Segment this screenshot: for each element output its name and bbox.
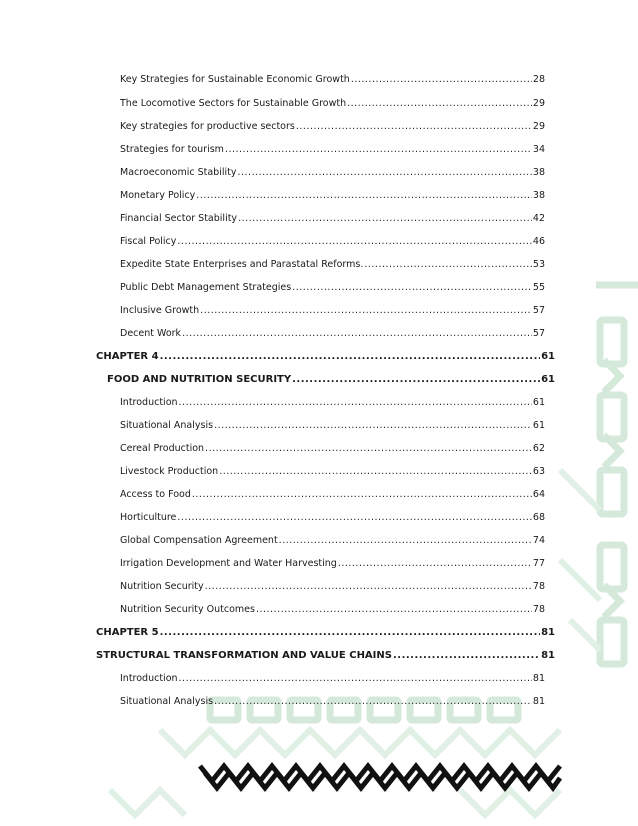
toc-entry-page: 74	[532, 535, 545, 546]
toc-entry-title: Situational Analysis	[120, 696, 214, 707]
dot-leader	[292, 374, 540, 385]
dot-leader	[225, 144, 532, 155]
toc-entry[interactable]	[120, 581, 545, 592]
toc-entry[interactable]	[120, 121, 545, 132]
dot-leader	[347, 98, 532, 109]
toc-entry-title: Inclusive Growth	[120, 305, 200, 316]
toc-entry-title: Situational Analysis	[120, 420, 214, 431]
dot-leader	[179, 397, 532, 408]
dot-leader	[179, 673, 532, 684]
toc-entry[interactable]	[120, 328, 545, 339]
toc-entry[interactable]	[120, 305, 545, 316]
toc-entry[interactable]	[120, 535, 545, 546]
dot-leader	[279, 535, 532, 546]
dot-leader	[393, 650, 540, 661]
toc-entry-title: Financial Sector Stability	[120, 213, 238, 224]
toc-entry[interactable]	[120, 213, 545, 224]
dot-leader	[219, 466, 532, 477]
toc-entry-page: 46	[532, 236, 545, 247]
toc-entry-page: 61	[532, 397, 545, 408]
toc-entry-title: CHAPTER 4	[96, 351, 159, 362]
dot-leader	[160, 351, 541, 362]
toc-entry-title: CHAPTER 5	[96, 627, 159, 638]
toc-entry-title: STRUCTURAL TRANSFORMATION AND VALUE CHAINS	[96, 650, 392, 661]
dot-leader	[177, 236, 532, 247]
toc-entry-title: Livestock Production	[120, 466, 219, 477]
toc-entry[interactable]	[120, 512, 545, 523]
dot-leader	[364, 259, 532, 270]
toc-entry-title: Key Strategies for Sustainable Economic Growth	[120, 74, 350, 85]
toc-entry[interactable]	[120, 443, 545, 454]
dot-leader	[214, 420, 532, 431]
dot-leader	[256, 604, 532, 615]
toc-entry-page: 57	[532, 305, 545, 316]
toc-entry[interactable]	[120, 558, 545, 569]
dot-leader	[296, 121, 532, 132]
toc-entry-title: Monetary Policy	[120, 190, 196, 201]
dot-leader	[205, 581, 532, 592]
dot-leader	[351, 74, 532, 85]
dot-leader	[177, 512, 532, 523]
dot-leader	[237, 167, 531, 178]
toc-entry[interactable]	[120, 282, 545, 293]
toc-entry-title: Strategies for tourism	[120, 144, 224, 155]
toc-entry-page: 38	[532, 190, 545, 201]
toc-entry-page: 78	[532, 581, 545, 592]
toc-entry[interactable]	[120, 397, 545, 408]
toc-entry-title: Introduction	[120, 397, 178, 408]
toc-entry-page: 38	[532, 167, 545, 178]
toc-entry-page: 62	[532, 443, 545, 454]
toc-entry[interactable]	[120, 190, 545, 201]
toc-entry-page: 28	[532, 74, 545, 85]
toc-entry-title: Nutrition Security Outcomes	[120, 604, 255, 615]
dot-leader	[192, 489, 532, 500]
toc-entry-title: The Locomotive Sectors for Sustainable Growth	[120, 98, 347, 109]
toc-entry-page: 81	[532, 696, 545, 707]
dot-leader	[292, 282, 532, 293]
toc-entry-page: 29	[532, 98, 545, 109]
toc-entry[interactable]	[120, 604, 545, 615]
toc-entry-page: 61	[532, 420, 545, 431]
toc-entry[interactable]	[120, 696, 545, 707]
toc-entry-page: 78	[532, 604, 545, 615]
toc-entry[interactable]	[120, 98, 545, 109]
toc-entry-title: Key strategies for productive sectors	[120, 121, 295, 132]
toc-chapter-heading[interactable]	[96, 351, 555, 362]
toc-entry-page: 81	[532, 673, 545, 684]
toc-entry-title: Irrigation Development and Water Harvesting	[120, 558, 337, 569]
toc-entry[interactable]	[120, 259, 545, 270]
toc-entry[interactable]	[120, 466, 545, 477]
toc-entry-title: FOOD AND NUTRITION SECURITY	[107, 374, 292, 385]
toc-entry-title: Horticulture	[120, 512, 177, 523]
dot-leader	[214, 696, 532, 707]
dot-leader	[182, 328, 532, 339]
toc-entry-title: Access to Food	[120, 489, 191, 500]
toc-entry[interactable]	[120, 167, 545, 178]
toc-entry-title: Cereal Production	[120, 443, 205, 454]
toc-entry[interactable]	[120, 673, 545, 684]
toc-entry[interactable]	[120, 74, 545, 85]
toc-entry-page: 55	[532, 282, 545, 293]
toc-section-heading[interactable]	[107, 374, 555, 385]
dot-leader	[196, 190, 532, 201]
toc-entry-title: Introduction	[120, 673, 178, 684]
toc-entry-title: Public Debt Management Strategies	[120, 282, 292, 293]
toc-entry[interactable]	[120, 420, 545, 431]
toc-entry[interactable]	[120, 489, 545, 500]
toc-entry-page: 61	[541, 351, 555, 362]
toc-chapter-heading[interactable]	[96, 627, 555, 638]
toc-entry-page: 77	[532, 558, 545, 569]
toc-entry-title: Fiscal Policy	[120, 236, 177, 247]
toc-entry-page: 64	[532, 489, 545, 500]
dot-leader	[160, 627, 541, 638]
dot-leader	[338, 558, 532, 569]
toc-entry-title: Decent Work	[120, 328, 182, 339]
toc-section-heading[interactable]	[96, 650, 555, 661]
dot-leader	[205, 443, 532, 454]
toc-entry-page: 81	[541, 627, 555, 638]
toc-entry-page: 61	[541, 374, 555, 385]
toc-entry-page: 42	[532, 213, 545, 224]
dot-leader	[200, 305, 532, 316]
toc-entry[interactable]	[120, 144, 545, 155]
toc-entry-page: 34	[532, 144, 545, 155]
toc-entry-page: 68	[532, 512, 545, 523]
toc-entry-title: Global Compensation Agreement	[120, 535, 278, 546]
toc-entry-page: 57	[532, 328, 545, 339]
toc-entry-page: 63	[532, 466, 545, 477]
dot-leader	[238, 213, 532, 224]
toc-entry-title: Macroeconomic Stability	[120, 167, 237, 178]
toc-entry-page: 29	[532, 121, 545, 132]
toc-entry-title: Expedite State Enterprises and Parastatal Reforms.	[120, 259, 364, 270]
toc-entry-page: 53	[532, 259, 545, 270]
toc-entry-title: Nutrition Security	[120, 581, 204, 592]
toc-entry-page: 81	[541, 650, 555, 661]
toc-entry[interactable]	[120, 236, 545, 247]
